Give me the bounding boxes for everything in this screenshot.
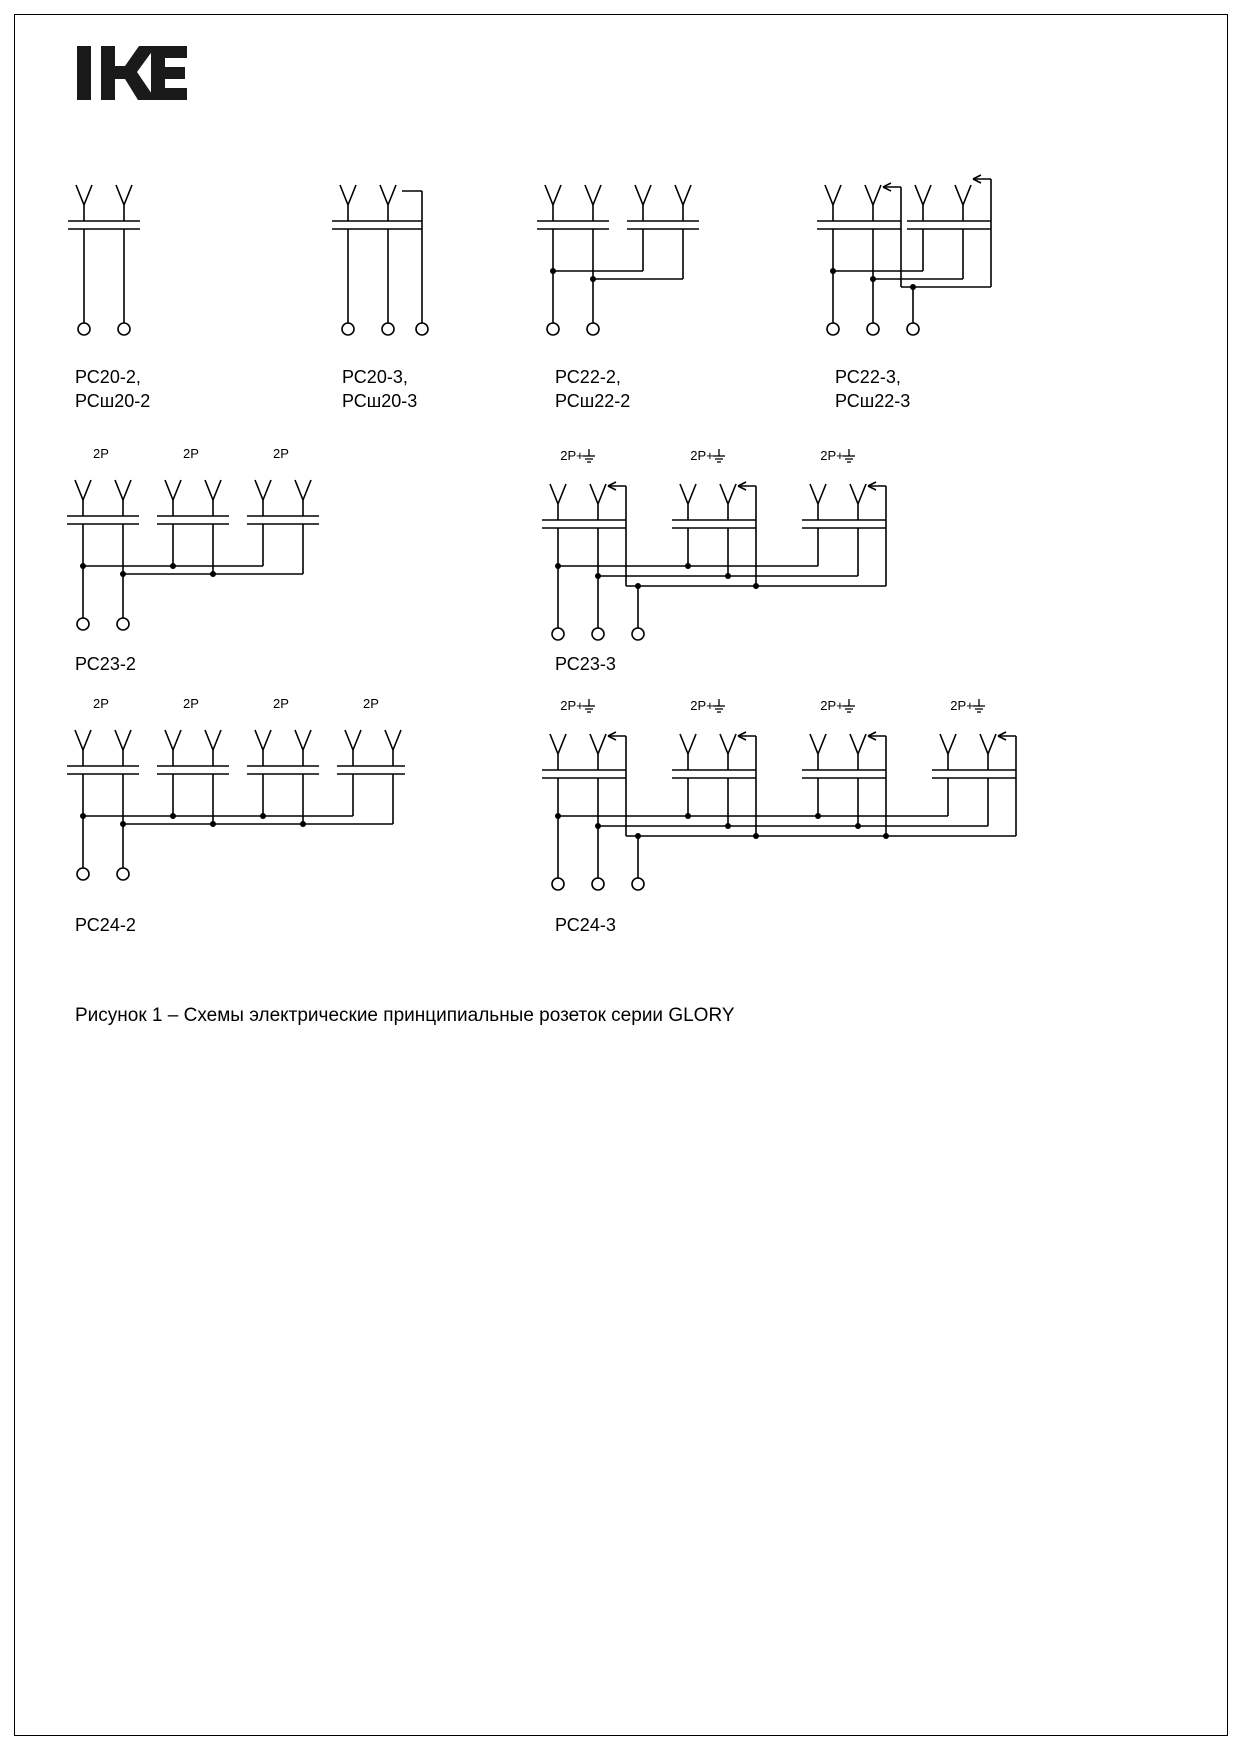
svg-text:2Р: 2Р <box>273 696 289 711</box>
svg-text:2Р+: 2Р+ <box>690 448 714 463</box>
svg-text:2Р: 2Р <box>363 696 379 711</box>
caption-rc23-3: РС23-3 <box>555 654 616 674</box>
caption-rc22-3: РС22-3, РСш22-3 <box>835 367 911 412</box>
caption-rc24-3: РС24-3 <box>555 915 616 935</box>
diagram-rc20-3 <box>330 175 460 355</box>
caption-rc24-2: РС24-2 <box>75 915 136 935</box>
diagram-rc22-2 <box>535 175 715 355</box>
svg-text:2Р+: 2Р+ <box>560 698 584 713</box>
figure-caption: Рисунок 1 – Схемы электрические принципиальные розеток серии GLORY <box>75 1005 735 1026</box>
svg-text:2Р+: 2Р+ <box>820 698 844 713</box>
svg-text:2Р+: 2Р+ <box>820 448 844 463</box>
diagram-rc23-2 <box>65 440 335 655</box>
svg-text:2Р+: 2Р+ <box>950 698 974 713</box>
caption-rc20-3: РС20-3, РСш20-3 <box>342 367 418 412</box>
caption-rc22-2: РС22-2, РСш22-2 <box>555 367 631 412</box>
svg-text:2Р: 2Р <box>93 446 109 461</box>
svg-text:2Р: 2Р <box>273 446 289 461</box>
caption-rc20-2: РС20-2, РСш20-2 <box>75 367 151 412</box>
svg-text:2Р: 2Р <box>183 696 199 711</box>
diagram-rc20-2 <box>60 175 170 355</box>
diagram-rc23-3 <box>540 440 920 655</box>
diagram-rc24-3 <box>540 690 1040 910</box>
diagram-rc24-2 <box>65 690 405 910</box>
svg-text:2Р: 2Р <box>183 446 199 461</box>
iek-logo <box>75 42 190 104</box>
svg-text:2Р+: 2Р+ <box>560 448 584 463</box>
svg-text:2Р+: 2Р+ <box>690 698 714 713</box>
svg-text:2Р: 2Р <box>93 696 109 711</box>
diagram-rc22-3 <box>815 155 1035 355</box>
caption-rc23-2: РС23-2 <box>75 654 136 674</box>
